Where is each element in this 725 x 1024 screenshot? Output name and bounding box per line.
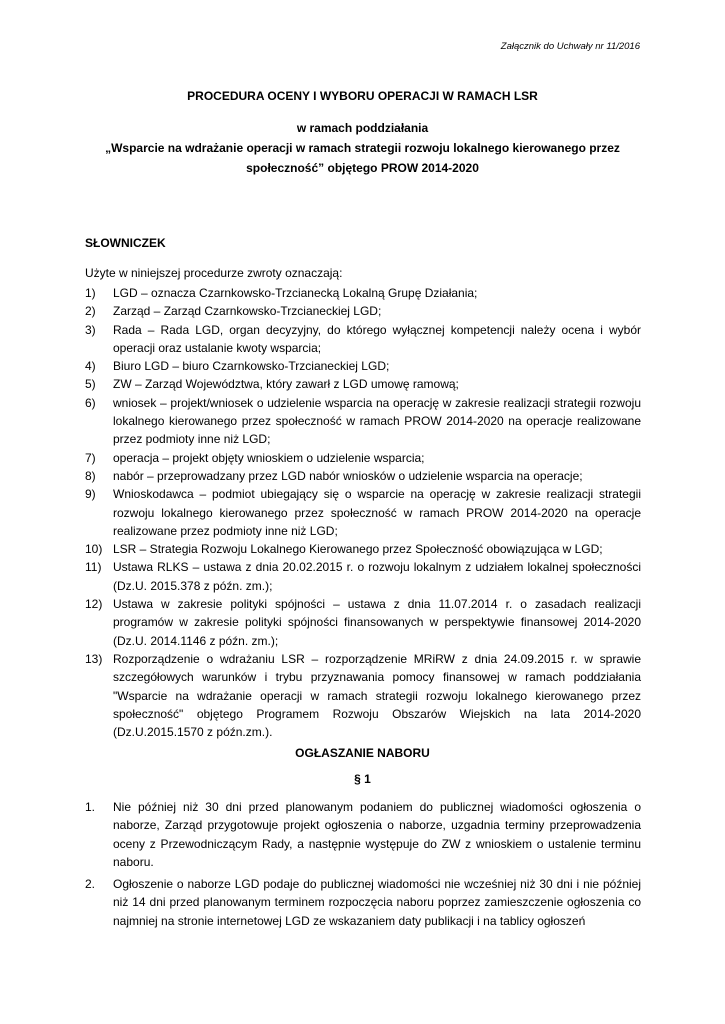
glossary-item-text: Rada – Rada LGD, organ decyzyjny, do którego wyłącznej kompetencji należy ocena i wybór operacji oraz ustalanie kwoty wsparcia; xyxy=(113,322,641,355)
document-title: PROCEDURA OCENY I WYBORU OPERACJI W RAMACH LSR xyxy=(187,89,538,103)
glossary-item xyxy=(85,540,641,558)
glossary-item xyxy=(85,375,641,393)
glossary-intro: Użyte w niniejszej procedurze zwroty oznaczają: xyxy=(85,266,343,280)
glossary-item-text: Zarząd – Zarząd Czarnkowsko-Trzcianeckiej LGD; xyxy=(113,304,382,319)
glossary-item-number: 7) xyxy=(85,450,96,465)
glossary-item xyxy=(85,394,641,449)
section-paragraph-text: Ogłoszenie o naborze LGD podaje do publicznej wiadomości nie wcześniej niż 30 dni i nie później niż 14 dni przed planowanym terminem rozpoczęcia naboru poprzez zamieszczenie ogłoszenia co najmniej na stronie internetowej LGD ze wskazaniem daty publikacji i na tablicy ogłoszeń xyxy=(113,877,641,928)
glossary-item xyxy=(85,650,641,741)
glossary-item-text: LGD – oznacza Czarnkowsko-Trzcianecką Lokalną Grupę Działania; xyxy=(113,286,478,300)
glossary-item-number: 8) xyxy=(85,468,96,483)
document-subtitle: w ramach poddziałania xyxy=(296,121,429,135)
glossary-item-number: 13) xyxy=(85,651,103,666)
glossary-item-number: 11) xyxy=(85,560,102,575)
annex-note: Załącznik do Uchwały nr 11/2016 xyxy=(500,41,640,52)
glossary-item-text: Biuro LGD – biuro Czarnkowsko-Trzcianeckiej LGD; xyxy=(113,359,390,374)
section-paragraph-text: Nie później niż 30 dni przed planowanym podaniem do publicznej wiadomości ogłoszenia o naborze, Zarząd przygotowuje projekt ogłoszenia o naborze, uzgadnia terminy przeprowadzenia oceny z Przewodniczącym Rady, a następnie występuje do ZW z wnioskiem o ustalenie terminu naboru. xyxy=(113,800,641,869)
glossary-item-number: 5) xyxy=(85,377,96,392)
glossary-item-number: 12) xyxy=(85,597,103,612)
section-paragraph-number: 1. xyxy=(85,800,96,814)
glossary-item-number: 4) xyxy=(85,359,96,374)
glossary-item xyxy=(85,595,641,650)
glossary-item-text: Ustawa w zakresie polityki spójności – ustawa z dnia 11.07.2014 r. o zasadach realizacji programów w zakresie polityki spójności finansowanych w perspektywie finansowej 2014-2020 (Dz.U. 2014.1146 z późn. zm.); xyxy=(113,597,641,648)
glossary-item xyxy=(85,357,641,375)
paragraph-mark: § 1 xyxy=(354,772,371,786)
glossary-item-text: Wnioskodawca – podmiot ubiegający się o wsparcie na operację w zakresie realizacji strategii rozwoju lokalnego kierowanego przez społeczność w ramach PROW 2014-2020 na operacje realizowane przez podmioty inne niż LGD; xyxy=(113,487,641,538)
glossary-item-text: Rozporządzenie o wdrażaniu LSR – rozporządzenie MRiRW z dnia 24.09.2015 r. w sprawie szczegółowych warunków i trybu przyznawania pomocy finansowej w ramach poddziałania "Wsparcie na wdrażanie operacji w ramach strategii rozwoju lokalnego kierowanego przez społeczność" objętego Programem Rozwoju Obszarów Wiejskich na lata 2014-2020 (Dz.U.2015.1570 z późn.zm.). xyxy=(113,651,641,740)
glossary-item xyxy=(85,558,641,595)
glossary-item-number: 6) xyxy=(85,395,96,410)
section-paragraph-list xyxy=(85,798,641,934)
section-paragraph xyxy=(85,798,641,871)
glossary-item-text: Ustawa RLKS – ustawa z dnia 20.02.2015 r. o rozwoju lokalnym z udziałem lokalnej społeczności (Dz.U. 2015.378 z późn. zm.); xyxy=(113,560,641,593)
glossary-item-number: 2) xyxy=(85,304,96,319)
glossary-item xyxy=(85,467,641,485)
glossary-item xyxy=(85,284,641,302)
glossary-item-number: 1) xyxy=(85,286,96,300)
glossary-item xyxy=(85,302,641,320)
glossary-item-number: 3) xyxy=(85,322,96,337)
glossary-item-text: wniosek – projekt/wniosek o udzielenie wsparcia na operację w zakresie realizacji strategii rozwoju lokalnego kierowanego przez społeczność w ramach PROW 2014-2020 na operacje realizowane przez podmioty inne niż LGD; xyxy=(113,395,641,447)
document-quote-title: „Wsparcie na wdrażanie operacji w ramach strategii rozwoju lokalnego kierowanego przez społeczność” objętego PROW 2014-2020 xyxy=(105,141,620,175)
glossary-item-text: ZW – Zarząd Województwa, który zawarł z LGD umowę ramową; xyxy=(113,377,459,392)
glossary-item-text: nabór – przeprowadzany przez LGD nabór wniosków o udzielenie wsparcia na operacje; xyxy=(113,468,583,483)
glossary-item xyxy=(85,449,641,467)
glossary-list xyxy=(85,284,641,741)
glossary-item-text: LSR – Strategia Rozwoju Lokalnego Kierowanego przez Społeczność obowiązująca w LGD; xyxy=(113,542,603,557)
glossary-item-number: 10) xyxy=(85,542,103,557)
glossary-item-text: operacja – projekt objęty wnioskiem o udzielenie wsparcia; xyxy=(113,450,425,465)
glossary-item xyxy=(85,485,641,540)
section-heading: OGŁASZANIE NABORU xyxy=(295,746,430,760)
section-paragraph xyxy=(85,875,641,930)
section-paragraph-number: 2. xyxy=(85,877,96,892)
glossary-heading: SŁOWNICZEK xyxy=(85,236,166,250)
glossary-item xyxy=(85,321,641,358)
glossary-item-number: 9) xyxy=(85,487,96,502)
